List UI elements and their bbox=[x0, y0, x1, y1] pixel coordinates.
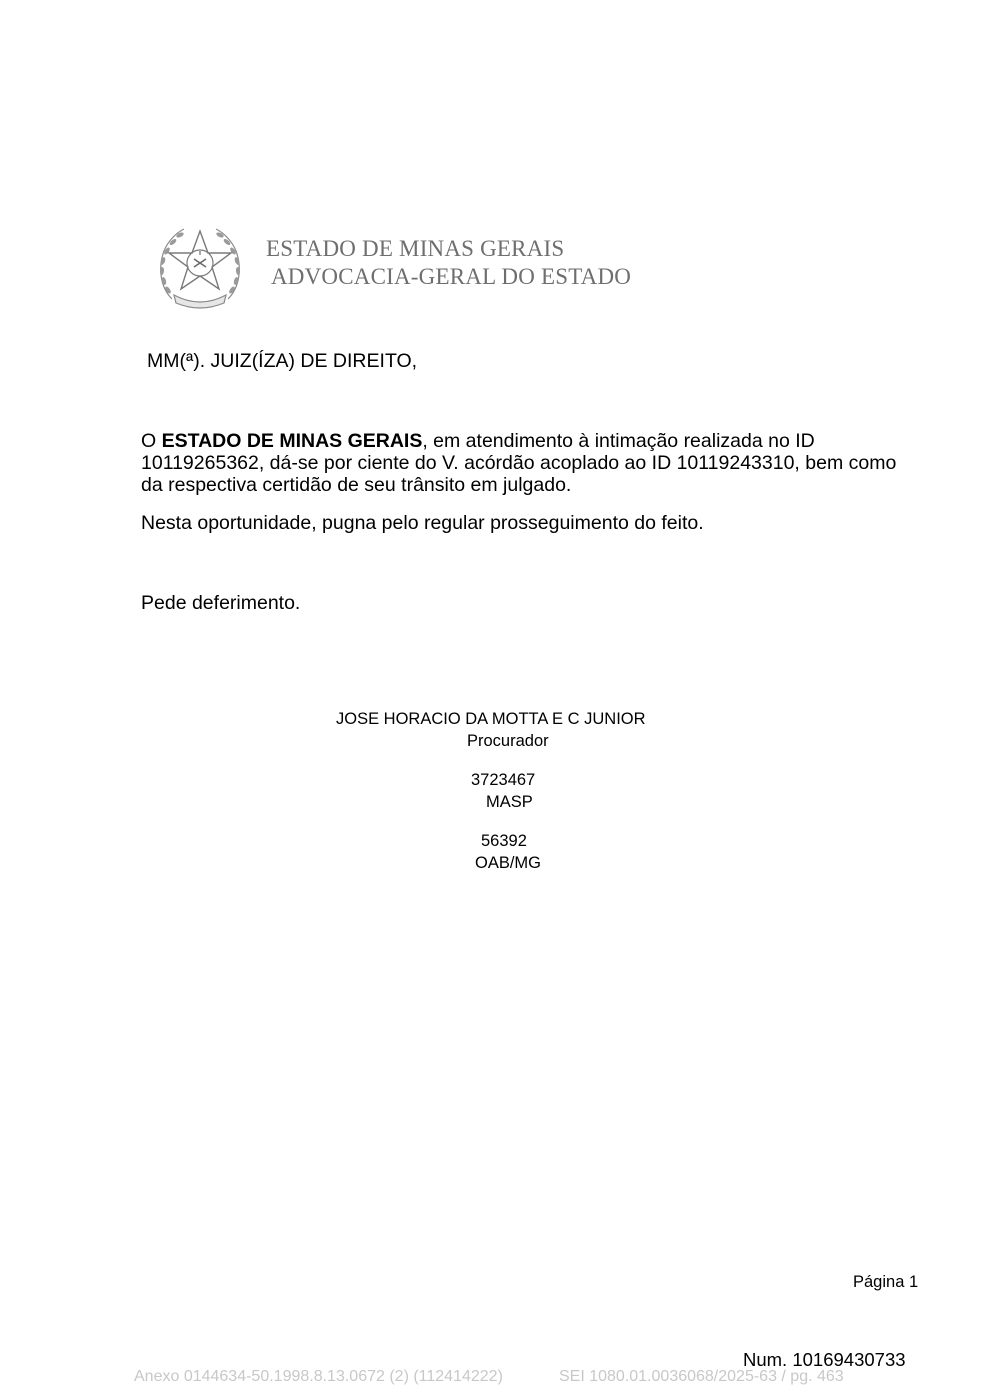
signature-role: Procurador bbox=[467, 732, 549, 750]
page-number: Página 1 bbox=[853, 1273, 919, 1291]
paragraph-intimation bbox=[141, 430, 901, 496]
document-number: Num. 10169430733 bbox=[743, 1349, 906, 1370]
footer-annex-reference: Anexo 0144634-50.1998.8.13.0672 (2) (112414222) bbox=[134, 1368, 503, 1385]
paragraph-intimation-prefix: O bbox=[141, 430, 162, 452]
footer-sei-reference: SEI 1080.01.0036068/2025-63 / pg. 463 bbox=[559, 1368, 844, 1385]
paragraph-intimation-bold-party: ESTADO DE MINAS GERAIS bbox=[161, 430, 423, 452]
paragraph-intimation-rest: , em atendimento à intimação realizada no ID 10119265362, dá-se por ciente do V. acórdão acoplado ao ID 10119243310, bem como da respectiva certidão de seu trânsito em julgado. bbox=[141, 430, 897, 496]
signature-name: JOSE HORACIO DA MOTTA E C JUNIOR bbox=[336, 710, 646, 728]
minas-gerais-coat-of-arms-icon bbox=[154, 221, 246, 313]
letterhead-state-name: ESTADO DE MINAS GERAIS bbox=[266, 236, 565, 261]
paragraph-closing: Pede deferimento. bbox=[141, 592, 301, 614]
signature-oab-label: OAB/MG bbox=[475, 854, 542, 872]
paragraph-request: Nesta oportunidade, pugna pelo regular prosseguimento do feito. bbox=[141, 512, 704, 534]
letterhead-agency-name: ADVOCACIA-GERAL DO ESTADO bbox=[271, 264, 632, 289]
signature-masp-label: MASP bbox=[486, 793, 533, 811]
signature-masp-number: 3723467 bbox=[471, 771, 536, 789]
signature-oab-number: 56392 bbox=[481, 832, 527, 850]
salutation: MM(ª). JUIZ(ÍZA) DE DIREITO, bbox=[147, 350, 418, 372]
